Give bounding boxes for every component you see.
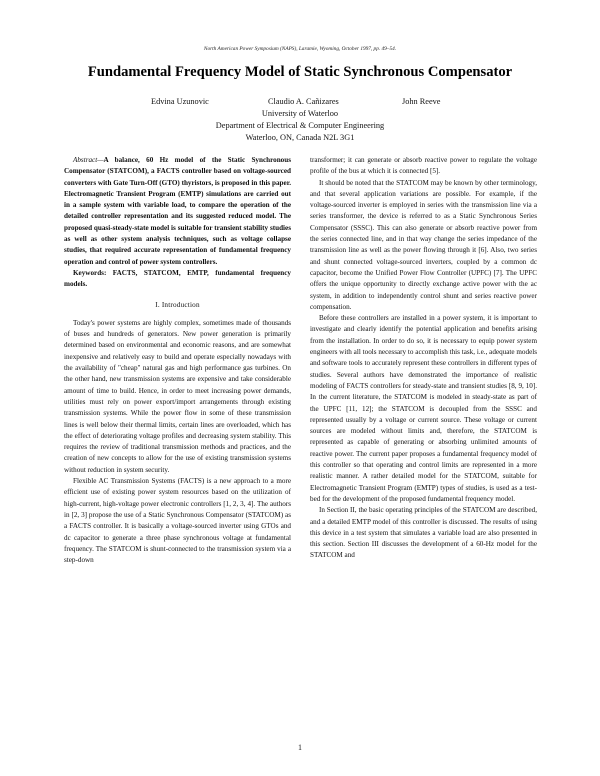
paragraph: Before these controllers are installed in a power system, it is important to investigate and clearly identify the potential application and benefits arising from the installation. In order to do so, it is necessary to equip power system engineers with all tools necessary to accomplish this task, i.e., adequate models and software tools to accurately represent these controllers in different types of studies. Several authors have demonstrated the importance of realistic modeling of FACTS controllers for steady-state and transient studies [8, 9, 10]. In the current literature, the STATCOM is modeled in steady-state as part of the UPFC [11, 12]; the STATCOM is decoupled from the SSSC and represented usually by a voltage or current source. These voltage or current sources are modeled without limits and, therefore, the STATCOM is represented as capable of generating or absorbing unlimited amounts of reactive power. The current paper proposes a fundamental frequency model of this controller so that operating and control limits are represented in a more realistic manner. A rather detailed model for the STATCOM, suitable for Electromagnetic Transient Program (EMTP) types of studies, is used as a test-bed for the development of the proposed fundamental frequency model.: [310, 314, 537, 503]
venue-line: North American Power Symposium (NAPS), Laramie, Wyoming, October 1997, pp. 49–54.: [203, 46, 397, 52]
section-heading-introduction: I. Introduction: [155, 300, 200, 309]
author-list: [0, 97, 600, 109]
author-name: Edvina Uzunovic: [151, 97, 209, 106]
abstract-text: A balance, 60 Hz model of the Static Synchronous Compensator (STATCOM), a FACTS controller based on voltage-sourced converters with Gate Turn-Off (GTO) thyristors, is proposed in this paper. Electromagnetic Transient Program (EMTP) simulations are carried out in a sample system with variable load, to compare the operation of the detailed controller representation and its suggested reduced model. The proposed quasi-steady-state model is suitable for transient stability studies as well as other system analysis techniques, such as voltage collapse studies, that required accurate representation of fundamental frequency operation and control of power system controllers.: [64, 156, 291, 266]
paragraph: Today's power systems are highly complex, sometimes made of thousands of buses and hundreds of generators. New power generation is primarily determined based on environmental and economic reasons, and are somewhat inexpensive and relatively easy to build and operate especially nowadays with the availability of "cheap" natural gas and high performance gas turbines. On the other hand, new transmission systems are expensive and take considerable amount of time to build. Hence, in order to meet increasing power demands, utilities must rely on power export/import arrangements through existing transmission systems. While the power flow in some of these transmission lines is well below their thermal limits, certain lines are overloaded, which has the effect of deteriorating voltage profiles and decreasing system stability. This requires the review of traditional transmission methods and practices, and the creation of new concepts to allow for the use of existing transmission systems without reduction in system security.: [64, 318, 291, 474]
paragraph: In Section II, the basic operating principles of the STATCOM are described, and a detailed EMTP model of this controller is discussed. The results of using this device in a test system that simulates a variable load are also presented in this section. Section III discusses the development of a 60-Hz model for the STATCOM and: [310, 506, 537, 560]
paragraph: transformer; it can generate or absorb reactive power to regulate the voltage profile of the bus at which it is connected [5].: [310, 156, 537, 176]
affiliation-department: Department of Electrical & Computer Engineering: [215, 121, 385, 130]
abstract-label: Abstract—: [73, 156, 104, 164]
paper-title: Fundamental Frequency Model of Static Synchronous Compensator: [87, 64, 513, 80]
author-name: John Reeve: [402, 97, 441, 106]
page-number: 1: [298, 743, 302, 752]
affiliation-university: University of Waterloo: [261, 109, 339, 118]
abstract: [64, 155, 291, 268]
paragraph: Flexible AC Transmission Systems (FACTS) is a new approach to a more efficient use of existing power system resources based on the utilization of high-current, high-voltage power electronic controllers [1, 2, 3, 4]. The authors in [2, 3] propose the use of a Static Synchronous Compensator (STATCOM) as a FACTS controller. It is basically a voltage-sourced inverter using GTOs and dc capacitor to generate a three phase synchronous voltage at fundamental frequency. The STATCOM is shunt-connected to the transmission system via a step-down: [64, 477, 291, 565]
keywords: Keywords: FACTS, STATCOM, EMTP, fundamental frequency models.: [64, 268, 291, 289]
left-column: [64, 155, 291, 566]
right-column: [310, 155, 537, 562]
affiliation-address: Waterloo, ON, Canada N2L 3G1: [245, 133, 355, 142]
paragraph: It should be noted that the STATCOM may be known by other terminology, and that several application variations are possible. For example, if the voltage-sourced inverter is employed in series with the transmission line via a series transformer, the device is referred to as a Static Synchronous Series Compensator (SSSC). This can also generate or absorb reactive power from the series connected line, and in that way change the series impedance of the transmission line as well as the power flowing through it [6]. Also, two series and shunt connected voltage-sourced inverters, coupled by a common dc capacitor, become the Unified Power Flow Controller (UPFC) [7]. The UPFC offers the unique opportunity to directly exchange active power with the ac system, in addition to independently control shunt and series reactive power compensation.: [310, 178, 537, 311]
author-name: Claudio A. Cañizares: [268, 97, 339, 106]
